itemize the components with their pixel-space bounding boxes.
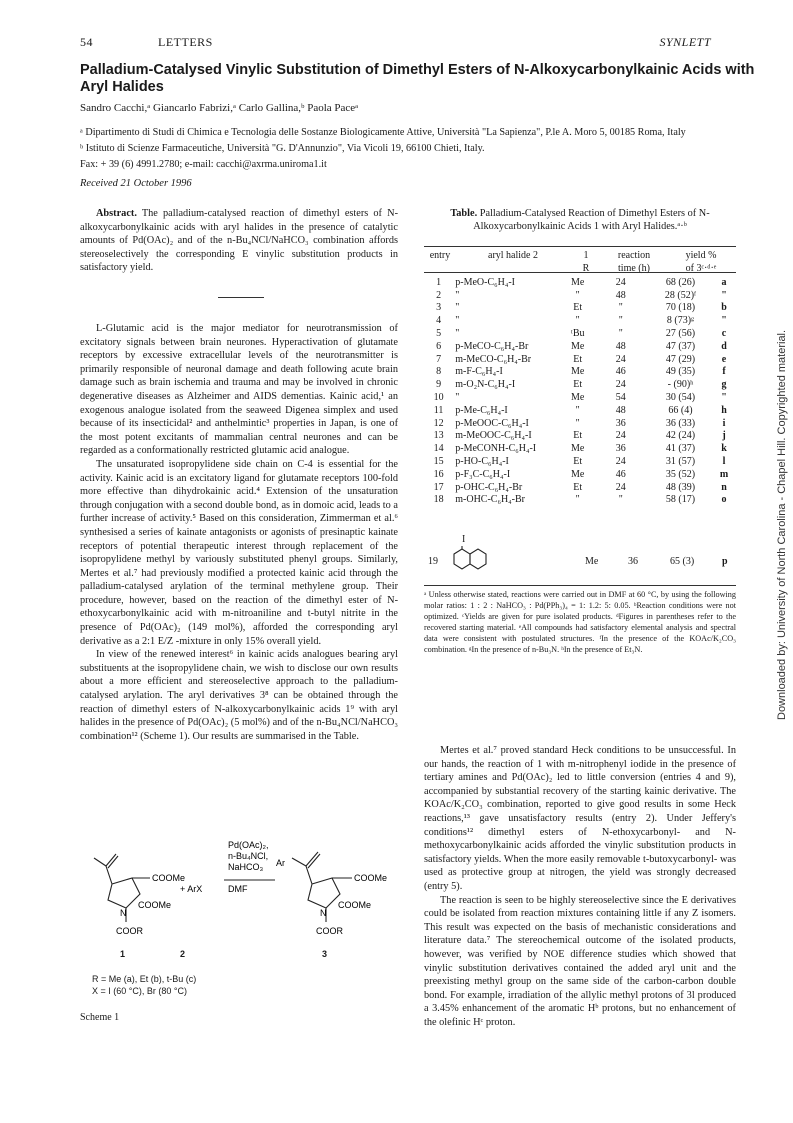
- table-cell: Me: [571, 392, 585, 404]
- table-cell: 24: [615, 456, 626, 468]
- table-cell: ": [618, 328, 623, 340]
- ring-ester-label-3: COOMe: [338, 900, 372, 910]
- table-row: [424, 314, 736, 327]
- table-cell: 47 (37): [665, 340, 696, 352]
- table-row: [424, 430, 736, 443]
- table-header-cell: aryl halide 2: [488, 249, 538, 261]
- table-row: [424, 378, 736, 391]
- entry-19: 19: [428, 556, 438, 567]
- table-caption-text: Palladium-Catalysed Reaction of Dimethyl Esters of N-Alkoxycarbonylkainic Acids 1 with Aryl Halides.ᵃ·ᵇ: [473, 208, 710, 232]
- table-cell: 42 (24): [665, 430, 696, 442]
- table-cell: ": [575, 494, 580, 506]
- table-cell: p-MeCONH-C₆H₄-I: [455, 443, 537, 455]
- reagent-line-2: n-Bu₄NCl,: [228, 851, 269, 861]
- table-cell: ": [575, 417, 580, 429]
- table-cell: Et: [573, 302, 583, 314]
- table-cell: 15: [433, 456, 444, 468]
- table-cell: 12: [433, 417, 444, 429]
- ester-label-1: COOMe: [152, 873, 186, 883]
- table-header-cell: reaction: [617, 249, 651, 261]
- table-cell: 14: [433, 443, 444, 455]
- table-cell: 24: [615, 481, 626, 493]
- table-cell: 18: [433, 494, 444, 506]
- table-cell: p-MeOOC-C₆H₄-I: [455, 417, 529, 429]
- table-cell: 7: [436, 353, 442, 365]
- table-cell: 54: [615, 392, 626, 404]
- contact-info: Fax: + 39 (6) 4991.2780; e-mail: cacchi@axrma.uniroma1.it: [80, 159, 327, 170]
- table-cell: 35 (52): [665, 468, 696, 480]
- abstract-text: The palladium-catalysed reaction of dimethyl esters of N-alkoxycarbonylkainic acids with aryl halides in the presence of catalytic amounts of Pd(OAc)₂ and of the n-Bu₄NCl/NaHCO₃ combination affords stereoselectively the corresponding E vinylic substitution products in satisfactory yield.: [80, 208, 398, 274]
- reagent-solvent: DMF: [228, 884, 248, 894]
- table-cell: g: [721, 379, 727, 391]
- scheme-caption: Scheme 1: [80, 1012, 120, 1023]
- reagent-line-1: Pd(OAc)₂,: [228, 840, 269, 850]
- table-cell: m-O₂N-C₆H₄-I: [455, 379, 516, 391]
- table-caption-label: Table.: [450, 208, 478, 219]
- table-cell: 47 (29): [665, 353, 696, 365]
- table-cell: e: [721, 353, 727, 365]
- time-19: 36: [628, 556, 638, 567]
- table-cell: ": [575, 289, 580, 301]
- paragraph: L-Glutamic acid is the major mediator for neurotransmission of excitatory signals between brain neurones. Hyperactivation of glutamate receptors by excessive extracellular levels of the neurotransmitter is primarily responsible of neuronal damage and death following acute brain damage such as brain ischemia and trauma and may be involved in chronic degenerative diseases as Alzheimer and AIDS dementias. Kainic acid,¹ an exogenous analogue isolated from the seaweed Digenea simplex and used because of its insecticidal² and anthelmintic³ properties in Japan, is one of the most potent excitants of mammalian central neurones and can be regarded as a conformationally restricted glutamic acid analogue.: [80, 323, 398, 457]
- table-cell: 6: [436, 340, 442, 352]
- table-cell: Me: [571, 366, 585, 378]
- table-cell: 58 (17): [665, 494, 696, 506]
- table-cell: m-MeCO-C₆H₄-Br: [455, 353, 532, 365]
- table-row: [424, 340, 736, 353]
- table-cell: 36: [615, 443, 626, 455]
- table-row: [424, 289, 736, 302]
- table-cell: ": [455, 328, 460, 340]
- table-cell: ": [721, 392, 727, 404]
- discussion-text: [424, 744, 736, 1029]
- table-row: [424, 494, 736, 507]
- table-cell: p-MeCO-C₆H₄-Br: [455, 340, 529, 352]
- article-title: Palladium-Catalysed Vinylic Substitution of Dimethyl Esters of N-Alkoxycarbonylkainic Acids with Aryl Halides: [80, 62, 755, 95]
- product-19: p: [722, 556, 728, 567]
- download-watermark: Downloaded by: University of North Carolina - Chapel Hill. Copyrighted material.: [776, 329, 788, 720]
- table-cell: m-MeOOC-C₆H₄-I: [455, 430, 532, 442]
- table-cell: ": [455, 302, 460, 314]
- table-header-row: [424, 249, 736, 262]
- table-cell: 24: [615, 276, 626, 288]
- divider: [218, 297, 264, 298]
- table-row: [424, 417, 736, 430]
- table-cell: 30 (54): [665, 392, 696, 404]
- table-cell: 46: [615, 468, 626, 480]
- table-cell: Et: [573, 456, 583, 468]
- results-table-rows: [424, 276, 736, 506]
- affiliation-b: ᵇ Istituto di Scienze Farmaceutiche, Università "G. D'Annunzio", Via Vicoli 19, 66100 Chieti, Italy.: [80, 143, 485, 154]
- table-row: [424, 366, 736, 379]
- table-cell: - (90)ʰ: [667, 379, 694, 391]
- table-cell: i: [722, 417, 726, 429]
- table-cell: c: [721, 328, 727, 340]
- table-cell: ": [618, 494, 623, 506]
- table-cell: 28 (52)ᶠ: [664, 289, 697, 301]
- results-table: [424, 249, 736, 275]
- table-cell: n: [721, 481, 727, 493]
- n-sub-label-1: COOR: [116, 926, 143, 936]
- table-cell: 17: [433, 481, 444, 493]
- table-cell: 66 (4): [668, 404, 693, 416]
- compound-label-2: 2: [180, 949, 186, 959]
- table-header-cell: of 3ᶜ·ᵈ·ᵉ: [685, 262, 717, 274]
- table-cell: 24: [615, 379, 626, 391]
- table-cell: ": [575, 315, 580, 327]
- journal-name: SYNLETT: [659, 35, 711, 49]
- table-cell: f: [722, 366, 726, 378]
- table-cell: Me: [571, 468, 585, 480]
- table-row: [424, 404, 736, 417]
- table-row: [424, 327, 736, 340]
- results-table-wrapper: [424, 249, 736, 275]
- affiliation-a: ᵃ Dipartimento di Studi di Chimica e Tecnologia delle Sostanze Biologicamente Attive, Università "La Sapienza", P.le A. Moro 5, 00185 Roma, Italy: [80, 127, 686, 138]
- intro-text: [80, 322, 398, 743]
- abstract: [80, 207, 398, 275]
- compound-label-3: 3: [322, 949, 328, 959]
- n-label-1: N: [120, 908, 127, 918]
- table-rule-top: [424, 246, 736, 247]
- pyrrolidine-ring-1: [108, 878, 140, 908]
- table-cell: o: [721, 494, 727, 506]
- table-cell: j: [722, 430, 726, 442]
- table-cell: 4: [436, 315, 442, 327]
- received-date: Received 21 October 1996: [80, 178, 192, 189]
- table-cell: 16: [433, 468, 444, 480]
- table-cell: b: [721, 302, 727, 314]
- table-cell: 9: [436, 379, 442, 391]
- r-19: Me: [585, 556, 599, 567]
- table-cell: 27 (56): [665, 328, 696, 340]
- table-row: [424, 455, 736, 468]
- table-caption: [424, 207, 736, 233]
- section-label: LETTERS: [158, 35, 213, 49]
- page-number: 54: [80, 35, 93, 49]
- yield-19: 65 (3): [670, 556, 695, 567]
- table-cell: ": [575, 404, 580, 416]
- table-cell: d: [721, 340, 727, 352]
- table-cell: Me: [571, 443, 585, 455]
- table-cell: ": [455, 315, 460, 327]
- table-row: [424, 391, 736, 404]
- table-cell: 36 (33): [665, 417, 696, 429]
- scheme-legend-x: X = I (60 °C), Br (80 °C): [92, 986, 187, 996]
- table-row: [424, 276, 736, 289]
- table-cell: ": [455, 289, 460, 301]
- paragraph: The unsaturated isopropylidene side chain on C-4 is essential for the activity. Kainic acid is an excitatory ligand for glutamate receptors 100-fold more effective than dihydrokainic acid.⁴ Extension of the unsaturation through conjugation with a second double bond, as in domoic acid, leads to a further increase of activity.⁵ Based on this consideration, Zimmerman et al.⁶ synthesised a series of kainate antagonists or agonists of presinaptic kainate receptors of potential therapeutic interest through replacement of the isopropylidene methyl by variously substituted phenyl groups. Similarly, Mertes et al.⁷ had previously modified a protected kainic acid through the palladium-catalysed arylation of the terminal methylene group. Their procedure, however, based on the reaction of the dimethyl ester of N-ethoxycarbonylkainic acid with m-nitroaniline and t-butyl nitrite in the presence of Pd(OAc)₂ (149 mol%), afforded the corresponding aryl derivative as a 2:1 E/Z -mixture in only 15% overall yield.: [80, 458, 398, 647]
- n-sub-label-3: COOR: [316, 926, 343, 936]
- table-cell: 2: [436, 289, 442, 301]
- table-cell: ᵗBu: [570, 328, 585, 340]
- table-cell: 5: [436, 328, 442, 340]
- table-footnote: ᵃ Unless otherwise stated, reactions were carried out in DMF at 60 °C, by using the following molar ratios: 1 : 2 : NaHCO₃ : Pd(PPh₃)₄ = 1: 1.2: 5: 0.05. ᵇReaction conditions were not optimized. ᶜYields are given for pure isolated products. ᵈFigures in parentheses refer to the recovered starting material. ᵉAll compounds had satisfactory elemental analysis and spectral data were consistent with postulated structures. ᶠIn the presence of the KOAc/K₂CO₃ combination. ᵍIn the presence of n-Bu₃N. ʰIn the presence of Et₃N.: [424, 590, 736, 654]
- table-cell: 48: [615, 289, 626, 301]
- table-cell: Me: [571, 276, 585, 288]
- naphthyl-structure: [450, 546, 490, 576]
- table-header-cell: yield %: [685, 249, 717, 261]
- compound-label-1: 1: [120, 949, 126, 959]
- table-row-19: [424, 534, 736, 582]
- reagent-line-3: NaHCO₃: [228, 862, 264, 872]
- results-table-body: [424, 276, 736, 506]
- table-cell: 31 (57): [665, 456, 696, 468]
- paragraph: The reaction is seen to be highly stereoselective since the E derivatives could be isolated from reaction mixtures containing little if any Z isomers. This result was expected on the basis of mechanistic considerations and literature data.⁷ The stereochemical outcome of the isolated products, however, was verified by NOE difference studies which showed that vinylic substitution derivatives contained the added aryl unit and the preexisting methyl group on the same side of the carbon-carbon double bond. For example, irradiation of the allylic methyl protons of 3l produced a 3.45% enhancement of the aromatic Hᵇ protons, but no enhancement of the olefinic Hᶜ proton.: [424, 894, 736, 1028]
- aryl-label: Ar: [276, 858, 285, 868]
- plus-arx: + ArX: [180, 884, 203, 894]
- table-header-cell: time (h): [618, 262, 650, 274]
- ring-ester-label-1: COOMe: [138, 900, 172, 910]
- table-cell: l: [722, 456, 726, 468]
- table-cell: Me: [571, 340, 585, 352]
- table-cell: ": [721, 315, 727, 327]
- table-cell: Et: [573, 430, 583, 442]
- table-cell: 8 (73)ᵍ: [666, 315, 695, 327]
- table-row: [424, 302, 736, 315]
- table-cell: Et: [573, 481, 583, 493]
- table-cell: 48 (39): [665, 481, 696, 493]
- table-cell: p-Me-C₆H₄-I: [455, 404, 508, 416]
- table-cell: k: [721, 443, 727, 455]
- table-cell: p-F₃C-C₆H₄-I: [455, 468, 511, 480]
- table-cell: 46: [615, 366, 626, 378]
- table-cell: h: [721, 404, 727, 416]
- table-cell: 3: [436, 302, 442, 314]
- table-cell: p-HO-C₆H₄-I: [455, 456, 509, 468]
- table-cell: m-OHC-C₆H₄-Br: [455, 494, 525, 506]
- table-row: [424, 468, 736, 481]
- table-cell: p-MeO-C₆H₄-I: [455, 276, 515, 288]
- table-cell: 70 (18): [665, 302, 696, 314]
- table-cell: ": [618, 302, 623, 314]
- table-header-cell: entry: [429, 249, 451, 261]
- table-cell: p-OHC-C₆H₄-Br: [455, 481, 523, 493]
- table-row: [424, 442, 736, 455]
- table-cell: 10: [433, 392, 444, 404]
- table-cell: 48: [615, 340, 626, 352]
- table-cell: ": [721, 289, 727, 301]
- table-cell: 48: [615, 404, 626, 416]
- table-cell: 24: [615, 353, 626, 365]
- table-cell: 8: [436, 366, 442, 378]
- pyrrolidine-ring-3: [308, 878, 340, 908]
- table-cell: 49 (35): [665, 366, 696, 378]
- table-header-cell: R: [582, 262, 590, 274]
- table-cell: 24: [615, 430, 626, 442]
- table-cell: 68 (26): [665, 276, 696, 288]
- scheme-structures: [80, 836, 398, 946]
- scheme-1: [80, 836, 398, 1026]
- table-cell: 41 (37): [665, 443, 696, 455]
- table-cell: ": [455, 392, 460, 404]
- authors: Sandro Cacchi,ᵃ Giancarlo Fabrizi,ᵃ Carlo Gallina,ᵇ Paola Paceᵃ: [80, 102, 359, 114]
- abstract-label: Abstract.: [96, 208, 137, 219]
- table-rule-bottom: [424, 585, 736, 586]
- table-cell: 36: [615, 417, 626, 429]
- table-cell: Et: [573, 379, 583, 391]
- table-cell: m: [719, 468, 729, 480]
- table-cell: 13: [433, 430, 444, 442]
- table-cell: m-F-C₆H₄-I: [455, 366, 503, 378]
- table-header-cell: 1: [583, 249, 589, 261]
- table-cell: Et: [573, 353, 583, 365]
- table-cell: ": [618, 315, 623, 327]
- paragraph: In view of the renewed interest⁶ in kainic acids analogues bearing aryl substituents at the isopropylidene chain, we wish to disclose our own results about a more efficient and stereoselective approach to the palladium-catalysed arylation. The aryl derivatives 3⁸ can be obtained through the reaction of dimethyl esters of N-alkoxycarbonylkainic acids 1⁹ with aryl halides in the presence of Pd(OAc)₂ (5 mol%) and of the n-Bu₄NCl/NaHCO₃ combination¹² (Scheme 1). Our results are summarised in the Table.: [80, 649, 398, 742]
- iodo-label: I: [462, 534, 466, 545]
- scheme-legend-r: R = Me (a), Et (b), t-Bu (c): [92, 974, 197, 984]
- ester-label-3: COOMe: [354, 873, 388, 883]
- table-cell: 11: [433, 404, 444, 416]
- table-row: [424, 481, 736, 494]
- table-row: [424, 353, 736, 366]
- table-cell: a: [721, 276, 727, 288]
- table-cell: 1: [436, 276, 442, 288]
- n-label-3: N: [320, 908, 327, 918]
- paragraph: Mertes et al.⁷ proved standard Heck conditions to be unsuccessful. In our hands, the reaction of 1 with m-nitrophenyl iodide in the presence of tertiary amines and Pd(OAc)₂ led to little conversion (entries 4 and 9), accompanied by substantial recovery of the starting kainic derivative. The KOAc/K₂CO₃ combination, reported to give good results in some Heck reactions,¹³ gave unsatisfactory results (entry 2). Under Jeffery's conditions¹² dimethyl esters of N-ethoxycarbonyl- and N-methoxycarbonylkainic acids afforded the vinylic substitution products in satisfactory yields. When the more easily removable t-butoxycarbonyl- was used as protective group at nitrogen, the yield was strongly decreased (entry 5).: [424, 745, 736, 892]
- table-rule-mid: [424, 272, 736, 273]
